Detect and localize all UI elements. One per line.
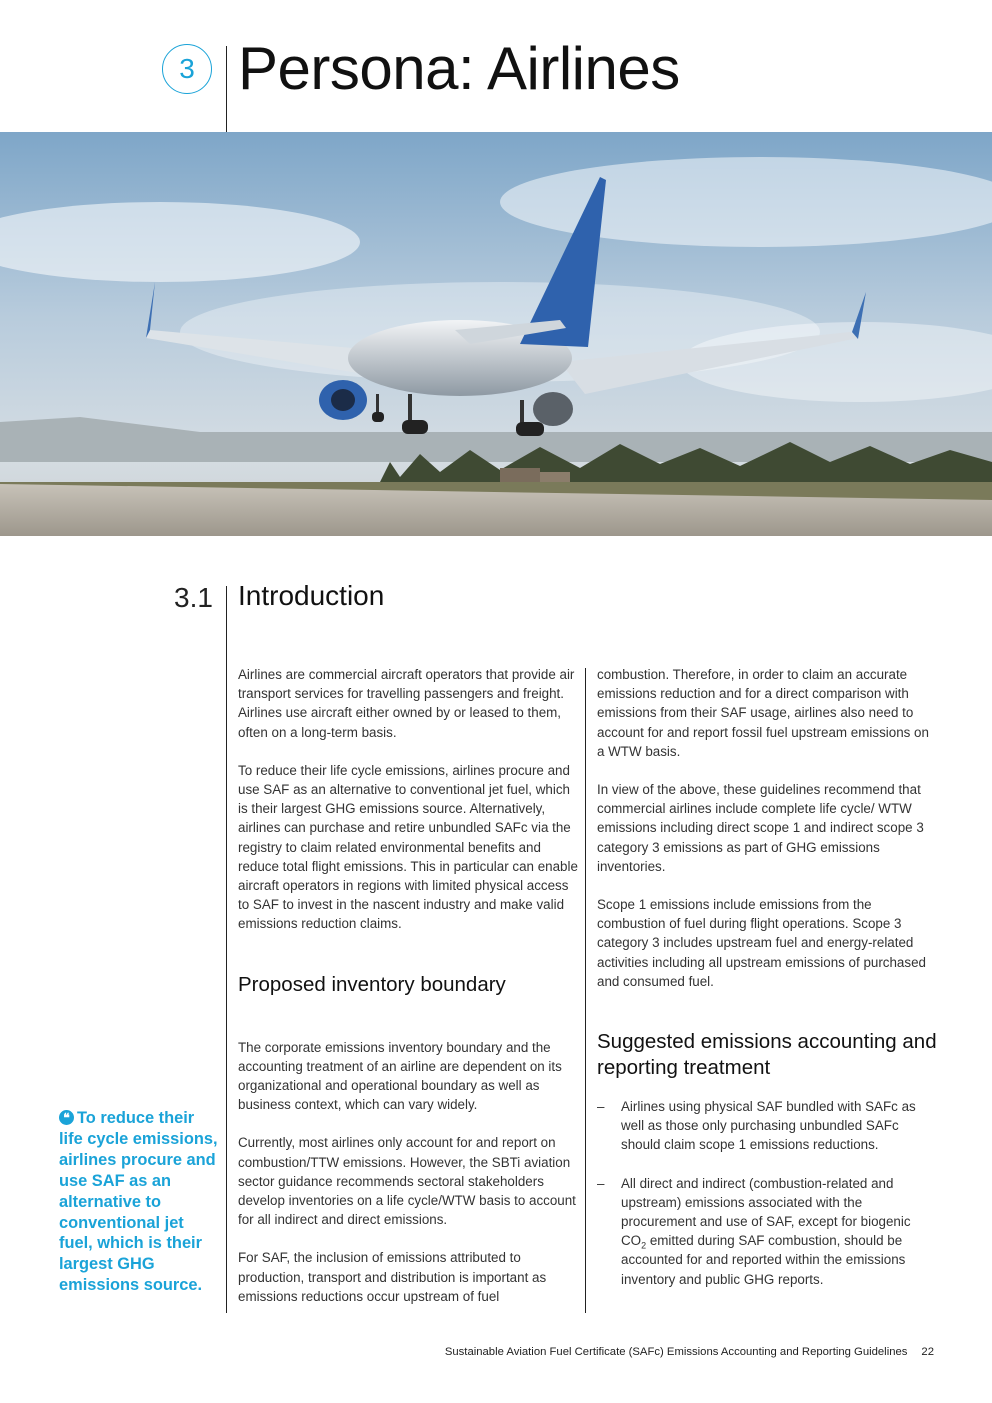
boundary-paragraph-2: Currently, most airlines only account for and report on combustion/TTW emissions. However, the SBTi aviation sector guidance recommends sectoral stakeholders develop inventories on a life cycle/WTW basis to account for all indirect and direct emissions. xyxy=(238,1135,576,1228)
boundary-heading: Proposed inventory boundary xyxy=(238,972,506,996)
title-divider xyxy=(226,46,227,132)
bullet-text-part: emitted during SAF combustion, should be accounted for and reported within the emissions inventory and public GHG reports. xyxy=(621,1233,906,1287)
section-title: Introduction xyxy=(238,580,385,611)
page-footer xyxy=(445,1346,934,1358)
right-paragraph-2: In view of the above, these guidelines recommend that commercial airlines include complete life cycle/ WTW emissions including direct scope 1 and indirect scope 3 category 3 emissions as part of GHG emissions inventories. xyxy=(597,782,924,874)
boundary-paragraph-3: For SAF, the inclusion of emissions attributed to production, transport and distribution is important as emissions reductions occur upstream of fuel xyxy=(238,1250,547,1304)
page-title: Persona: Airlines xyxy=(238,35,680,102)
treatment-heading: Suggested emissions accounting and reporting treatment xyxy=(597,1030,937,1080)
right-paragraph-3: Scope 1 emissions include emissions from the combustion of fuel during flight operations. Scope 3 category 3 includes upstream fuel and energy-related activities including all upstream emissions of purchased and consumed fuel. xyxy=(597,897,926,989)
footer-document-title: Sustainable Aviation Fuel Certificate (SAFc) Emissions Accounting and Reporting Guidelines xyxy=(444,1346,908,1358)
right-column xyxy=(597,665,937,1308)
intro-paragraph-2: To reduce their life cycle emissions, airlines procure and use SAF as an alternative to conventional jet fuel, which is their largest GHG emissions source. Alternatively, airlines can purchase and retire unbundled SAFc via the registry to claim related environmental benefits and reduce total flight emissions. This in particular can enable aircraft operators in regions with limited physical access to SAF to invest in the nascent industry and make valid emissions reduction claims. xyxy=(238,762,578,932)
quote-icon: ❝ xyxy=(59,1110,74,1125)
chapter-number: 3 xyxy=(179,53,195,84)
bullet-text xyxy=(621,1176,911,1287)
airplane-landing-photo-icon xyxy=(0,132,992,536)
pull-quote-text: To reduce their life cycle emissions, airlines procure and use SAF as an alternative to conventional jet fuel, which is their largest GHG emissions source. xyxy=(59,1109,218,1295)
boundary-paragraph-1: The corporate emissions inventory boundary and the accounting treatment of an airline are dependent on its organizational and operational boundary as well as business context, which can vary widely. xyxy=(238,1039,562,1113)
list-item xyxy=(597,1174,937,1289)
column-divider xyxy=(585,668,586,1313)
intro-paragraph-1: Airlines are commercial aircraft operators that provide air transport services for travelling passengers and freight. Airlines use aircraft either owned by or leased to them, often on a long-term basis. xyxy=(238,667,575,740)
page-number: 22 xyxy=(921,1346,934,1358)
section-number: 3.1 xyxy=(174,582,213,613)
treatment-list xyxy=(597,1097,937,1289)
right-paragraph-1: combustion. Therefore, in order to claim an accurate emissions reduction and for a direct comparison with emissions from their SAF usage, airlines also need to account for and report fossil fuel upstream emissions on a WTW basis. xyxy=(597,667,929,759)
section-divider xyxy=(226,586,227,1313)
bullet-text-part: All direct and indirect (combustion-related and upstream) emissions associated with the procurement and use of SAF, except for biogenic CO xyxy=(621,1175,911,1249)
chapter-number-badge xyxy=(162,44,212,94)
bullet-dash: – xyxy=(597,1175,605,1191)
hero-image xyxy=(0,132,992,536)
bullet-text: Airlines using physical SAF bundled with SAFc as well as those only purchasing unbundled SAFc should claim scope 1 emissions reductions. xyxy=(621,1099,916,1153)
list-item xyxy=(597,1097,937,1155)
left-column xyxy=(238,665,580,1325)
bullet-dash: – xyxy=(597,1099,605,1115)
pull-quote xyxy=(59,1108,219,1296)
subscript: 2 xyxy=(641,1240,647,1251)
